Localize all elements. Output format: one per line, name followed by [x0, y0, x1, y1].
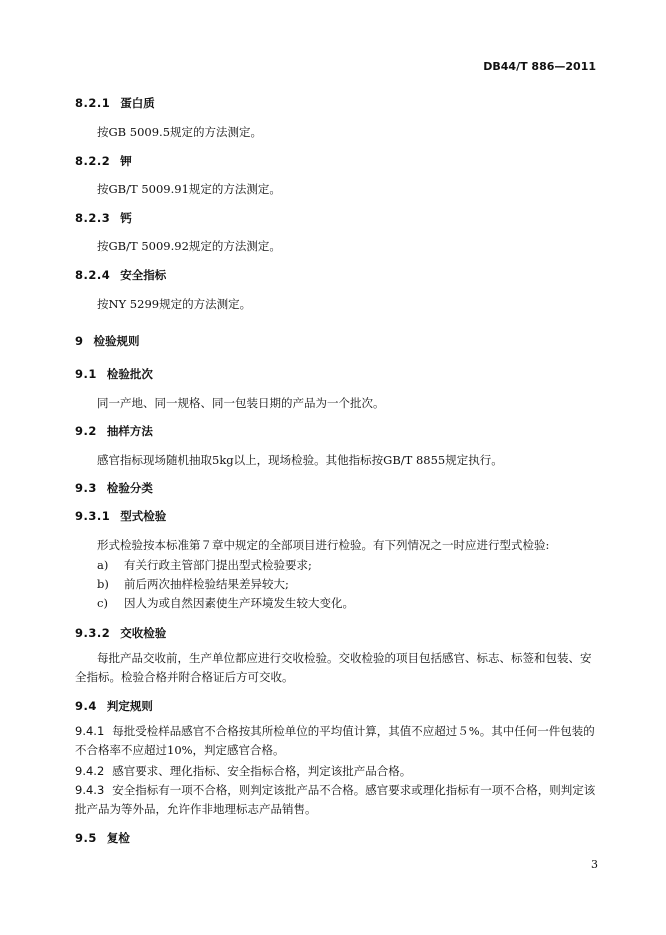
paragraph-8-2-3: 按GB/T 5009.92规定的方法测定。: [97, 239, 281, 253]
paragraph-9-2: 感官指标现场随机抽取5kg以上，现场检验。其他指标按GB/T 8855规定执行。: [97, 453, 503, 467]
clause-text: 安全指标有一项不合格，则判定该批产品不合格。感官要求或理化指标有一项不合格，则判定该批产品为等外品，允许作非地理标志产品销售。: [75, 783, 596, 816]
heading-number: 9.3: [75, 481, 97, 495]
heading-9-3: [75, 480, 153, 496]
list-marker: b): [97, 577, 109, 591]
list-item: [97, 576, 289, 592]
heading-title: 钙: [120, 211, 132, 225]
document-code-header: DB44/T 886—2011: [483, 60, 596, 73]
heading-9-3-2: [75, 625, 166, 641]
heading-9-3-1: [75, 508, 166, 524]
heading-title: 检验批次: [106, 367, 153, 381]
heading-title: 判定规则: [106, 699, 153, 713]
heading-9-4: [75, 698, 153, 714]
list-text: 因人为或自然因素使生产环境发生较大变化。: [124, 596, 354, 610]
clause-number: 9.4.2: [75, 764, 105, 778]
heading-title: 复检: [106, 831, 130, 845]
list-marker: c): [97, 596, 108, 610]
heading-8-2-1: [75, 95, 155, 111]
clause-9-4-1: [75, 722, 600, 760]
paragraph-9-3-1: 形式检验按本标准第７章中规定的全部项目进行检验。有下列情况之一时应进行型式检验:: [97, 538, 550, 552]
heading-number: 8.2.2: [75, 154, 111, 168]
heading-number: 8.2.1: [75, 96, 111, 110]
clause-text: 感官要求、理化指标、安全指标合格，判定该批产品合格。: [112, 764, 412, 778]
paragraph-9-1: 同一产地、同一规格、同一包装日期的产品为一个批次。: [97, 396, 385, 410]
clause-9-4-2: [75, 762, 600, 781]
list-text: 前后两次抽样检验结果差异较大;: [124, 577, 289, 591]
list-text: 有关行政主管部门提出型式检验要求;: [124, 558, 312, 572]
heading-number: 9.1: [75, 367, 97, 381]
clause-number: 9.4.1: [75, 724, 105, 738]
heading-title: 检验规则: [93, 334, 140, 348]
paragraph-8-2-4: 按NY 5299规定的方法测定。: [97, 297, 252, 311]
paragraph-8-2-1: 按GB 5009.5规定的方法测定。: [97, 125, 263, 139]
heading-9-2: [75, 423, 153, 439]
clause-text: 每批受检样品感官不合格按其所检单位的平均值计算，其值不应超过５%。其中任何一件包装的不合格率不应超过10%，判定感官合格。: [75, 724, 595, 757]
heading-8-2-4: [75, 267, 166, 283]
heading-number: 8.2.4: [75, 268, 111, 282]
heading-number: 9: [75, 334, 84, 348]
paragraph-8-2-2: 按GB/T 5009.91规定的方法测定。: [97, 182, 281, 196]
list-marker: a): [97, 558, 109, 572]
heading-title: 蛋白质: [120, 96, 155, 110]
clause-number: 9.4.3: [75, 783, 105, 797]
heading-9-1: [75, 366, 153, 382]
heading-title: 检验分类: [106, 481, 153, 495]
list-item: [97, 557, 312, 573]
heading-8-2-2: [75, 153, 132, 169]
heading-number: 9.2: [75, 424, 97, 438]
page-number: 3: [591, 858, 598, 871]
paragraph-text: 每批产品交收前，生产单位都应进行交收检验。交收检验的项目包括感官、标志、标签和包装、安全指标。检验合格并附合格证后方可交收。: [75, 651, 592, 684]
heading-number: 9.5: [75, 831, 97, 845]
heading-number: 9.3.1: [75, 509, 111, 523]
list-item: [97, 595, 354, 611]
heading-title: 钾: [120, 154, 132, 168]
heading-8-2-3: [75, 210, 132, 226]
heading-title: 抽样方法: [106, 424, 153, 438]
heading-number: 9.4: [75, 699, 97, 713]
heading-9-5: [75, 830, 130, 846]
heading-number: 8.2.3: [75, 211, 111, 225]
heading-number: 9.3.2: [75, 626, 111, 640]
clause-9-4-3: [75, 781, 600, 819]
heading-9: [75, 333, 140, 349]
heading-title: 型式检验: [120, 509, 167, 523]
heading-title: 安全指标: [120, 268, 167, 282]
heading-title: 交收检验: [120, 626, 167, 640]
paragraph-9-3-2: [75, 649, 600, 687]
